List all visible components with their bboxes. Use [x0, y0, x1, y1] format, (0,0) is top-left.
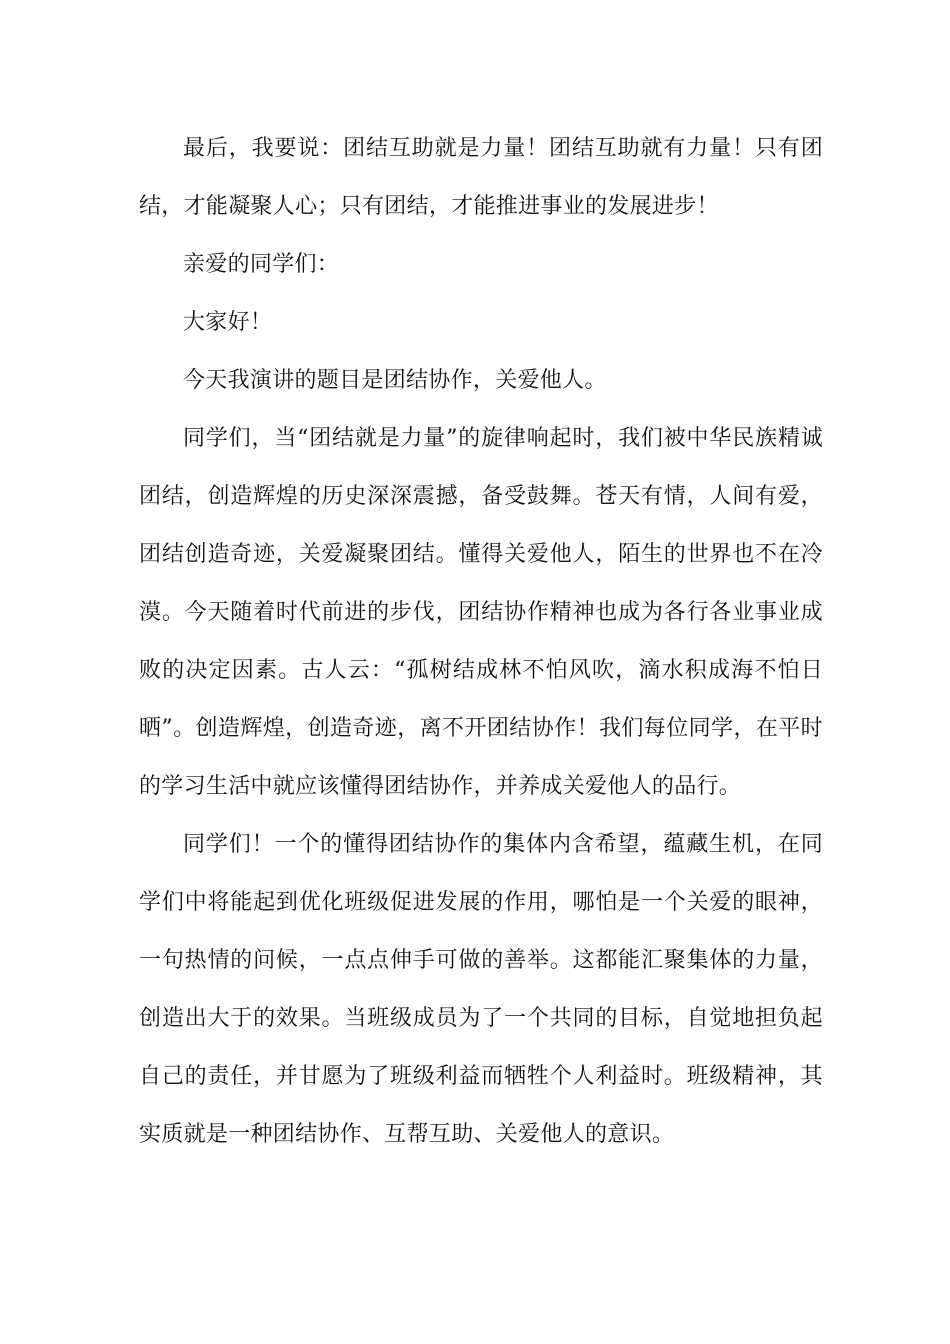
paragraph-conclusion: 最后，我要说：团结互助就是力量！团结互助就有力量！只有团结，才能凝聚人心；只有团结，才能推进事业的发展进步！ [139, 136, 823, 219]
paragraph-salutation: 亲爱的同学们： [183, 252, 340, 277]
paragraph-body-1: 同学们，当“团结就是力量”的旋律响起时，我们被中华民族精诚团结，创造辉煌的历史深深震撼，备受鼓舞。苍天有情，人间有爱，团结创造奇迹，关爱凝聚团结。懂得关爱他人，陌生的世界也不在冷漠。今天随着时代前进的步伐，团结协作精神也成为各行各业事业成败的决定因素。古人云：“孤树结成林不怕风吹，滴水积成海不怕日晒”。创造辉煌，创造奇迹，离不开团结协作！我们每位同学，在平时的学习生活中就应该懂得团结协作，并养成关爱他人的品行。 [139, 426, 823, 799]
paragraph-greeting: 大家好！ [183, 310, 273, 335]
document-body [139, 120, 823, 1164]
paragraph-topic: 今天我演讲的题目是团结协作，关爱他人。 [183, 368, 607, 393]
paragraph-body-2: 同学们！一个的懂得团结协作的集体内含希望，蕴藏生机，在同学们中将能起到优化班级促进发展的作用，哪怕是一个关爱的眼神，一句热情的问候，一点点伸手可做的善举。这都能汇聚集体的力量，创造出大于的效果。当班级成员为了一个共同的目标，自觉地担负起自己的责任，并甘愿为了班级利益而牺牲个人利益时。班级精神，其实质就是一种团结协作、互帮互助、关爱他人的意识。 [139, 832, 823, 1147]
